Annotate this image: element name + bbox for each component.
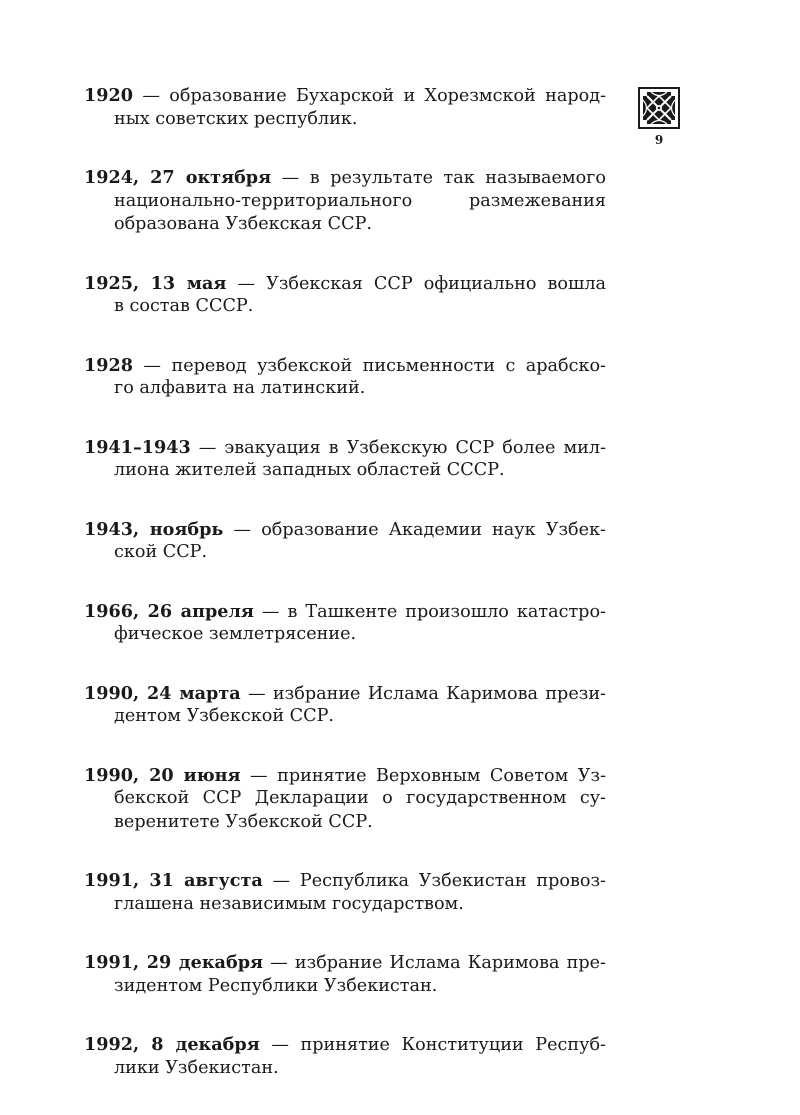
chronology-entry xyxy=(84,764,606,835)
entry-line xyxy=(84,518,606,542)
entry-date: 1990, 20 июня xyxy=(84,764,241,786)
entry-date: 1991, 31 августа xyxy=(84,870,263,891)
entry-line xyxy=(84,811,606,835)
entry-text: образована Узбекская ССР. xyxy=(114,214,373,234)
entry-line xyxy=(84,436,606,460)
entry-text: фическое землетрясение. xyxy=(114,624,357,644)
entry-text: ных советских республик. xyxy=(114,108,358,129)
chronology-entry xyxy=(84,600,606,647)
entry-text: лиона жителей западных областей СССР. xyxy=(114,460,505,480)
entry-line xyxy=(84,787,606,811)
chronology-entry xyxy=(84,272,606,319)
chronology-entry xyxy=(84,1033,606,1080)
entry-line xyxy=(84,459,606,483)
entry-text: го алфавита на латинский. xyxy=(114,378,366,398)
chronology-entry xyxy=(84,436,606,483)
entry-line xyxy=(84,764,606,788)
entry-line xyxy=(84,1057,606,1081)
entry-text: веренитете Узбекской ССР. xyxy=(114,811,373,832)
entry-line xyxy=(84,84,606,108)
entry-line xyxy=(84,272,606,296)
entry-text: — Узбекская ССР официально вошла xyxy=(226,273,606,294)
entry-date: 1920 xyxy=(84,85,133,106)
entry-date: 1966, 26 апреля xyxy=(84,600,254,622)
entry-line xyxy=(84,541,606,565)
entry-line xyxy=(84,623,606,647)
entry-text: ской ССР. xyxy=(114,542,208,562)
entry-text: — эвакуация в Узбекскую ССР более мил- xyxy=(190,437,606,458)
entry-text: — образование Бухарской и Хорезмской народ- xyxy=(132,86,606,106)
page-number: 9 xyxy=(654,133,664,147)
entry-text: лики Узбекистан. xyxy=(114,1057,279,1078)
entry-line xyxy=(84,108,606,132)
entry-text: — избрание Ислама Каримова прези- xyxy=(240,683,606,704)
entry-date: 1924, 27 октября xyxy=(84,167,272,188)
entry-line xyxy=(84,295,606,319)
entry-date: 1925, 13 мая xyxy=(84,272,227,294)
entry-text: — в результате так называемого xyxy=(271,168,606,188)
entry-line xyxy=(84,600,606,624)
entry-text: — Республика Узбекистан провоз- xyxy=(262,871,606,891)
chronology-entry xyxy=(84,951,606,998)
entry-text: — принятие Конституции Респуб- xyxy=(259,1035,606,1055)
entry-line xyxy=(84,1033,606,1057)
chronology-entry xyxy=(84,166,606,237)
entry-line xyxy=(84,354,606,378)
entry-text: — принятие Верховным Советом Уз- xyxy=(240,765,607,786)
chronology-entry xyxy=(84,869,606,916)
entry-text: — в Ташкенте произошло катастро- xyxy=(253,601,606,622)
entry-date: 1992, 8 декабря xyxy=(84,1034,260,1055)
entry-line xyxy=(84,975,606,999)
entry-text: — избрание Ислама Каримова пре- xyxy=(263,953,606,973)
chronology-list xyxy=(84,84,606,1115)
entry-text: в состав СССР. xyxy=(114,296,254,316)
entry-date: 1943, ноябрь xyxy=(84,518,224,540)
entry-text: зидентом Республики Узбекистан. xyxy=(114,975,438,996)
entry-text: — перевод узбекской письменности с арабско- xyxy=(132,355,606,376)
entry-date: 1941–1943 xyxy=(84,436,191,458)
entry-line xyxy=(84,893,606,917)
chronology-entry xyxy=(84,682,606,729)
entry-text: глашена независимым государством. xyxy=(114,893,464,914)
entry-line xyxy=(84,213,606,237)
entry-text: — образование Академии наук Узбек- xyxy=(223,519,607,540)
entry-line xyxy=(84,951,606,975)
entry-date: 1928 xyxy=(84,354,133,376)
chronology-entry xyxy=(84,354,606,401)
celtic-knot-ornament-icon xyxy=(638,87,680,129)
entry-line xyxy=(84,682,606,706)
entry-text: дентом Узбекской ССР. xyxy=(114,706,334,726)
entry-line xyxy=(84,166,606,190)
entry-text: бекской ССР Декларации о государственном су- xyxy=(114,788,606,808)
chronology-entry xyxy=(84,84,606,131)
entry-line xyxy=(84,377,606,401)
chronology-entry xyxy=(84,518,606,565)
entry-line xyxy=(84,190,606,214)
entry-line xyxy=(84,705,606,729)
entry-text: национально-территориального размежевания xyxy=(114,190,606,211)
entry-date: 1990, 24 марта xyxy=(84,682,241,704)
entry-line xyxy=(84,869,606,893)
entry-date: 1991, 29 декабря xyxy=(84,952,263,973)
